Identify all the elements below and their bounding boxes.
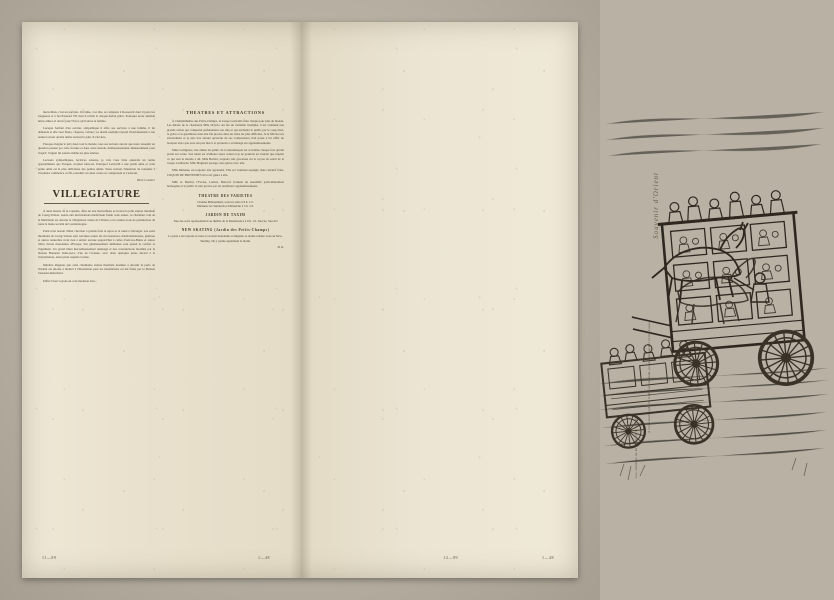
paragraph: Mlle Imilenko est toujours très applaudie. Elle est vraiment espiègle dans certains rôles, COQUIN DE PRINTEMPS m'a ravi guère à elle. (167, 168, 284, 177)
column-one-body (38, 110, 155, 183)
paragraph: Enfin l'avez voyons un coin moderne loin... (43, 278, 97, 283)
notes-signature: B. K. (277, 244, 284, 249)
folio-right-center: 12—89 (443, 555, 458, 560)
paragraph: Lorsque l'enfant d'un ouvrier, antipathique il offre ses services à une femme, il lui demande si elle veut fleurs, chapeau, voiture; Le destin exemple répond invariablement à son naturel ouvert qu'elle désire surtout le pain. Il s'écriera. (38, 126, 155, 139)
open-booklet-spread (22, 22, 660, 578)
venue-line: Tous les soirs représentation au théâtre de la Renaissance à 9 h. 1/2. Succès, Succès! (173, 219, 278, 224)
paragraph: À l'Amphithéâtre des Petits-Champs, la troupe Letricelli attire chaque jour plus de monde. Les débuts de la charmante Mlle Oriyvta ont été un véritable triomphe. C'est vraiment une grande artiste qui comprend parfaitement son rôle et qui enchante le public par le coup êtrol, la grâce et la gentillesse dont elle fait prouve dans les rôles les plus difficiles. Je le félicite très sincèrement et je suis très étonné qu'aucun de ses compatriotes n'ait passé à lui offrir un bouquet alors que tous ont pris merci et qu'aucun a si ménagé ses applaudissements. (167, 119, 284, 145)
column-one (38, 110, 155, 508)
venue-heading-newskating: NEW SKATING (Jardin des Petits-Champs) (181, 228, 270, 233)
paragraph: Lecteurs sympathiques, lectrices adorées, je vais vous faire entendre un terme apparemment que Perquer, écoutez bien-soi, Pourquoi Letricelli a une petite amie et cette petite amie est la plus délicieuse des petites amies. Nous savions l'intention de ressemer à l'aventure commence ce fût, ressemit ces deux cœurs se comprenant et s'adorant. (38, 158, 155, 176)
handwritten-note: Souvenir d'Orient (652, 172, 660, 239)
plate-caption-2: A Constantinople le tramway animale portait un cachet pittoresque (647, 322, 651, 434)
column-two (167, 110, 284, 508)
right-page (300, 22, 660, 578)
folio-right: 1—48 (542, 555, 554, 560)
column-two-body (167, 119, 284, 189)
venue-line: Cinéma Phénoménal, tous les soirs à 9 h. 1/2. (197, 199, 254, 204)
article-signature: Henri Castier (137, 178, 155, 183)
plate-caption-1: Les omnibus de la Corne-d'Or en 1880 (634, 414, 638, 478)
villegiature-body (38, 209, 155, 283)
paragraph: merveillais, c'est un parfaite. Il n'aime, à sa tête, se comparer à Roosevelt dont il porte les longueurs et à feu Édouard VII dont il révèle la chaque mélan grâce. Pourquoi notre aimable héros aime-t-il tant le jazz? Parce qu'il adore la femme. (38, 110, 155, 123)
folio-left: 11—89 (42, 555, 57, 560)
left-page (22, 22, 301, 578)
article-title: VILLEGIATURE (52, 188, 141, 200)
folio-left-right: 1—48 (258, 555, 270, 560)
venue-heading-taxim: JARDIN DE TAXIM (205, 213, 246, 218)
omnibus-engraving (596, 84, 834, 504)
paragraph: MM. A. Bertini, l'Yvoise, Lomori, Bertacci forment un ensemble particulièrement homogène et le public le leur prouve par les nombreux applaudissements. (167, 180, 284, 189)
paragraph: Point n'est besoin d'aller chercher à grands frais le repos et la santé à l'étranger. Les eaux thermales de Courg-Valzon sont certaines toutes les circonstances, médicamenteuses, guérisse et autres naturelles n'ont rien à envier aucune aujourd'hui à celles d'Aix-les-Bains et autres villes d'eaux mondaines d'Europe. Sur généreusement ambiantes sont quand le confort et l'agrément. Un grand hôtel merveilleusement aménagé et des constructions modèles par la maison Bonneau Saint-Gers, d'un de l'avenue, avec deux quelques pures devant à la l'exploitation, ainsi qu'un superbe Casino. (38, 229, 155, 260)
venue-line: La piste a été réparée et toute la société mondaine et élégante se donne rendez-vous au New-Skating. On y patine également le matin. (168, 234, 283, 243)
paragraph: Mme Galligonte, très aimée du public de Constantinople est acclamée chaque fois qu'elle parait sur scène. Son talent est d'ailleurs assez connu et je ne pourrais en s'autant que répéter ce qui tout le monde a dit. Mlle Bertini, toujours très gracieuse est le voyou de soleil de la troupe Lombarde; Mlle Maglioni partage cette gloire avec elle. (167, 148, 284, 166)
left-page-columns (38, 110, 284, 508)
paragraph: Imitable élégante que cette charmante station thermale destinée à devenir la perle de l'Orient est pilotée à bientôt à l'illustration peut les installations est été faites par la Maison Saussure-Reluchard. (38, 262, 155, 276)
venue-heading-varietes: THEATRE DES VARIETES (198, 193, 253, 198)
title-rule (44, 203, 149, 204)
section-heading: THEATRES ET ATTRACTIONS (186, 110, 265, 115)
venue-line: Matinées les Vendredi et Dimanche à 3 h. 1/2. (197, 204, 254, 209)
paragraph: Presque éloigné le prix deux tout le monde, tous ses lecteurs auront que notre ressentir en question pensée par cette fortune et dans notre monde, malheureusement démesurément pour l'esprit; l'argent lui sourire même les plus amères. (38, 142, 155, 155)
paragraph: À deux heures de la Capitale, dans un site merveilleux se trouve la jolie station thermale de Courg-Valzon. Genre aux incrustations médicinale foisin cette année, ce charmant coin de la Marimaile est devenu le villégiature vénux de l'Orient, et le rendez-vous de prédilection de toute la haute société de Cosmétologue. (38, 208, 155, 226)
